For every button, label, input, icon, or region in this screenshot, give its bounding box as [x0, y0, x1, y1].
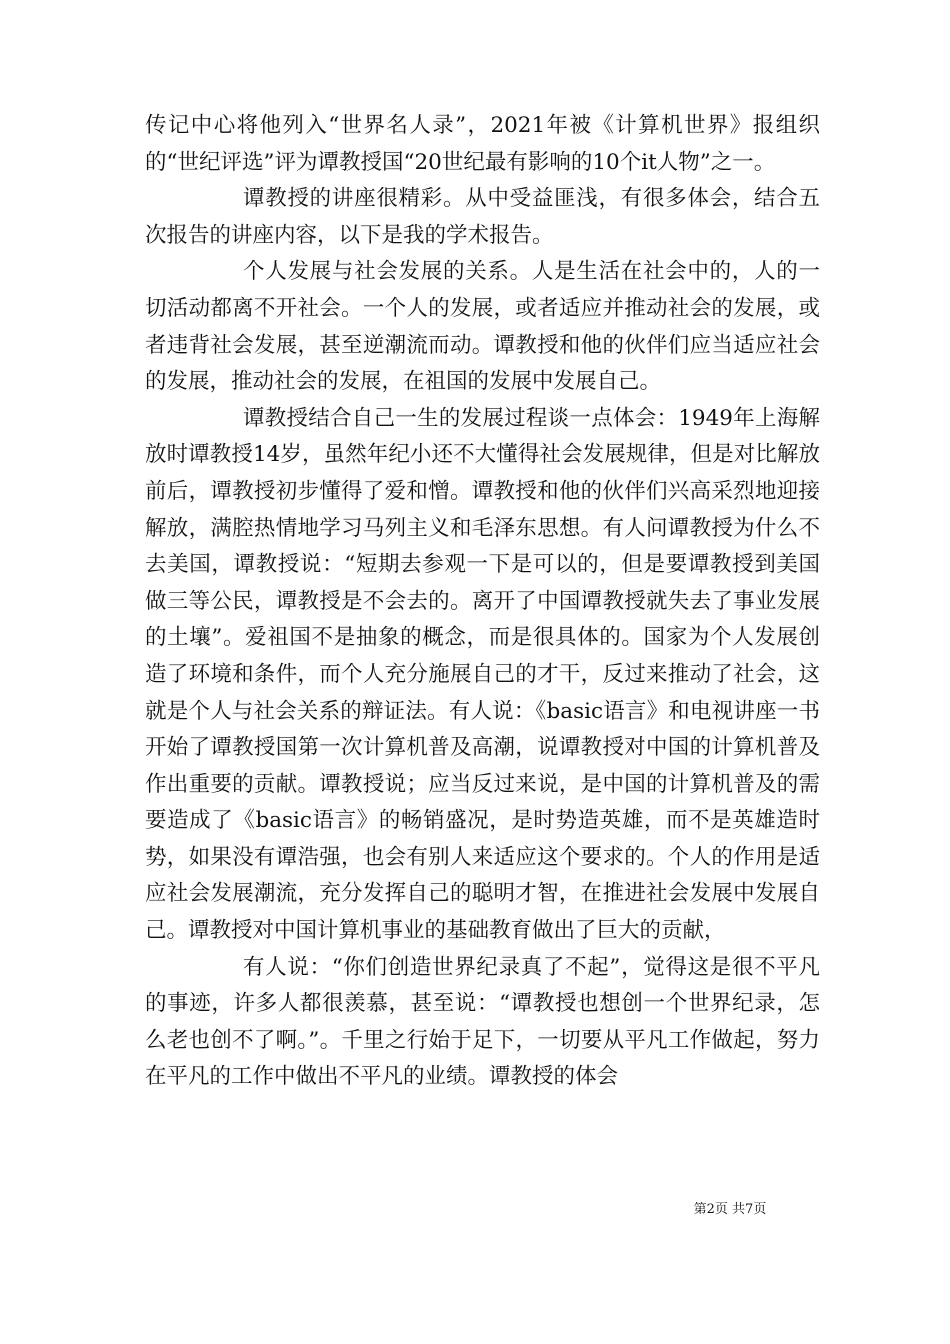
page-number-label: 第2页 共7页	[693, 1202, 767, 1217]
document-body	[145, 108, 820, 1096]
paragraph-3: 个人发展与社会发展的关系。人是生活在社会中的，人的一切活动都离不开社会。一个人的发展，或者适应并推动社会的发展，或者违背社会发展，甚至逆潮流而动。谭教授和他的伙伴们应当适应社会的发展，推动社会的发展，在祖国的发展中发展自己。	[145, 259, 820, 395]
paragraph-1: 传记中心将他列入“世界名人录”，2021年被《计算机世界》报组织的“世纪评选”评为谭教授国“20世纪最有影响的10个it人物”之一。	[145, 113, 820, 175]
paragraph-5: 有人说：“你们创造世界纪录真了不起”，觉得这是很不平凡的事迹，许多人都很羡慕，甚至说：“谭教授也想创一个世界纪录，怎么老也创不了啊。”。千里之行始于足下，一切要从平凡工作做起，努力在平凡的工作中做出不平凡的业绩。谭教授的体会	[145, 954, 820, 1090]
paragraph-2: 谭教授的讲座很精彩。从中受益匪浅，有很多体会，结合五次报告的讲座内容，以下是我的学术报告。	[145, 186, 820, 248]
page-footer	[0, 1202, 950, 1218]
paragraph-4: 谭教授结合自己一生的发展过程谈一点体会：1949年上海解放时谭教授14岁，虽然年纪小还不大懂得社会发展规律，但是对比解放前后，谭教授初步懂得了爱和憎。谭教授和他的伙伴们兴高采烈地迎接解放，满腔热情地学习马列主义和毛泽东思想。有人问谭教授为什么不去美国，谭教授说：“短期去参观一下是可以的，但是要谭教授到美国做三等公民，谭教授是不会去的。离开了中国谭教授就失去了事业发展的土壤”。爱祖国不是抽象的概念，而是很具体的。国家为个人发展创造了环境和条件，而个人充分施展自己的才干，反过来推动了社会，这就是个人与社会关系的辩证法。有人说：《basic语言》和电视讲座一书开始了谭教授国第一次计算机普及高潮，说谭教授对中国的计算机普及作出重要的贡献。谭教授说；应当反过来说，是中国的计算机普及的需要造成了《basic语言》的畅销盛况，是时势造英雄，而不是英雄造时势，如果没有谭浩强，也会有别人来适应这个要求的。个人的作用是适应社会发展潮流，充分发挥自己的聪明才智，在推进社会发展中发展自己。谭教授对中国计算机事业的基础教育做出了巨大的贡献，	[145, 405, 820, 944]
